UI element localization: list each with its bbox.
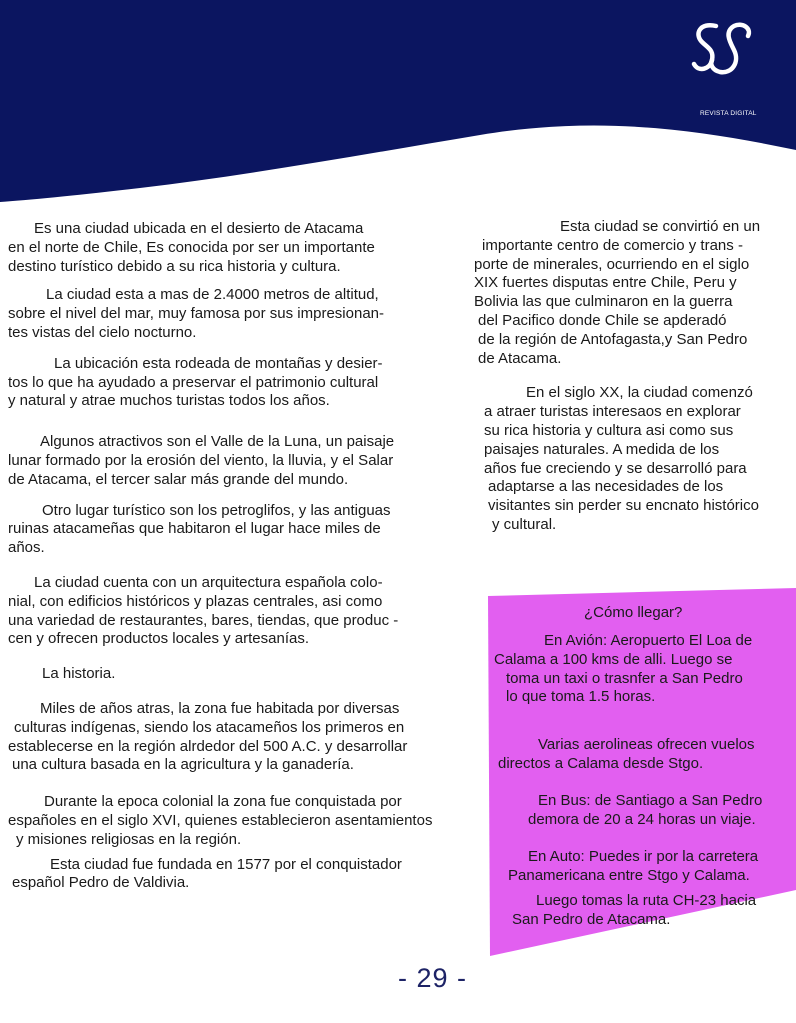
text-line: en el norte de Chile, Es conocida por ser un importante bbox=[8, 238, 375, 256]
text-line: Luego tomas la ruta CH-23 hacia bbox=[536, 892, 757, 909]
text-line: La historia. bbox=[42, 665, 116, 683]
text-line: destino turístico debido a su rica historia y cultura. bbox=[8, 257, 341, 275]
text-line: Algunos atractivos son el Valle de la Luna, un paisaje bbox=[40, 433, 395, 451]
text-line: paisajes naturales. A medida de los bbox=[484, 440, 720, 458]
page-number: - 29 - bbox=[398, 963, 468, 993]
text-line: tos lo que ha ayudado a preservar el patrimonio cultural bbox=[8, 373, 379, 391]
text-line: Durante la epoca colonial la zona fue conquistada por bbox=[44, 793, 402, 811]
text-line: Esta ciudad se convirtió en un bbox=[560, 218, 761, 235]
sidebar-paragraph-car bbox=[508, 848, 758, 886]
paragraph-petroglyphs bbox=[8, 502, 500, 558]
text-line: lunar formado por la erosión del viento, la lluvia, y el Salar bbox=[8, 451, 394, 469]
text-line: españoles en el siglo XVI, quienes establecieron asentamientos bbox=[8, 811, 433, 829]
paragraph-tourism bbox=[474, 384, 794, 534]
text-line: cen y ofrecen productos locales y artesanías. bbox=[8, 630, 309, 648]
right-column bbox=[474, 218, 794, 549]
text-line: a atraer turistas interesaos en explorar bbox=[484, 403, 741, 421]
text-line: culturas indígenas, siendo los atacameños los primeros en bbox=[14, 718, 405, 736]
text-line: La ubicación esta rodeada de montañas y desier- bbox=[54, 354, 383, 372]
text-line: En Auto: Puedes ir por la carretera bbox=[528, 848, 759, 865]
text-line: tes vistas del cielo nocturno. bbox=[8, 323, 197, 341]
paragraph-attractions bbox=[8, 433, 500, 489]
text-line: su rica historia y cultura asi como sus bbox=[484, 421, 734, 439]
sidebar-paragraph-airlines bbox=[498, 736, 755, 774]
text-line: de Atacama. bbox=[478, 349, 562, 367]
text-line: En Bus: de Santiago a San Pedro bbox=[538, 792, 763, 809]
brand-label: REVISTA DIGITAL bbox=[700, 110, 757, 117]
text-line: Es una ciudad ubicada en el desierto de Atacama bbox=[34, 220, 364, 237]
text-line: y natural y atrae muchos turistas todos los años. bbox=[8, 392, 330, 410]
text-line: y cultural. bbox=[492, 515, 557, 533]
text-line: adaptarse a las necesidades de los bbox=[488, 478, 724, 496]
paragraph-colonial bbox=[8, 793, 500, 849]
how-to-get-there-box bbox=[488, 588, 796, 956]
text-line: La ciudad cuenta con un arquitectura española colo- bbox=[34, 573, 383, 591]
text-line: porte de minerales, ocurriendo en el siglo bbox=[474, 255, 750, 273]
text-line: nial, con edificios históricos y plazas centrales, asi como bbox=[8, 592, 383, 610]
paragraph-intro bbox=[8, 220, 500, 276]
sidebar-title: ¿Cómo llegar? bbox=[584, 604, 683, 621]
text-line: La ciudad esta a mas de 2.4000 metros de altitud, bbox=[46, 286, 379, 304]
paragraph-architecture bbox=[8, 574, 500, 649]
sidebar-paragraph-plane bbox=[494, 632, 752, 707]
text-line: de Atacama, el tercer salar más grande del mundo. bbox=[8, 470, 349, 488]
paragraph-location bbox=[8, 355, 500, 411]
header-wave-shape bbox=[0, 0, 796, 202]
text-line: años fue creciendo y se desarrolló para bbox=[484, 459, 747, 477]
text-line: directos a Calama desde Stgo. bbox=[498, 754, 704, 772]
text-line: Panamericana entre Stgo y Calama. bbox=[508, 866, 750, 884]
text-line: Otro lugar turístico son los petroglifos, y las antiguas bbox=[42, 501, 391, 519]
text-line: San Pedro de Atacama. bbox=[512, 910, 671, 928]
header-wave-band bbox=[0, 0, 796, 205]
text-line: lo que toma 1.5 horas. bbox=[506, 688, 656, 706]
text-line: Varias aerolineas ofrecen vuelos bbox=[538, 736, 755, 753]
text-line: visitantes sin perder su encnato histórico bbox=[488, 497, 759, 515]
text-line: sobre el nivel del mar, muy famosa por sus impresionan- bbox=[8, 305, 384, 323]
text-line: establecerse en la región alrdedor del 500 A.C. y desarrollar bbox=[8, 737, 408, 755]
text-line: Esta ciudad fue fundada en 1577 por el conquistador bbox=[50, 855, 402, 873]
text-line: demora de 20 a 24 horas un viaje. bbox=[528, 810, 756, 828]
text-line: una cultura basada en la agricultura y la ganadería. bbox=[12, 756, 354, 774]
paragraph-commerce bbox=[474, 218, 794, 368]
section-heading-history bbox=[8, 665, 500, 684]
text-line: En Avión: Aeropuerto El Loa de bbox=[544, 632, 753, 649]
text-line: En el siglo XX, la ciudad comenzó bbox=[526, 384, 753, 402]
paragraph-altitude bbox=[8, 286, 500, 342]
double-s-logo-icon bbox=[690, 20, 756, 80]
text-line: de la región de Antofagasta,y San Pedro bbox=[478, 330, 748, 348]
paragraph-founding bbox=[8, 856, 500, 894]
paragraph-indigenous bbox=[8, 700, 500, 775]
text-line: años. bbox=[8, 539, 45, 557]
text-line: importante centro de comercio y trans - bbox=[482, 236, 743, 254]
sidebar-paragraph-bus bbox=[528, 792, 762, 830]
text-line: y misiones religiosas en la región. bbox=[16, 830, 242, 848]
text-line: Bolivia las que culminaron en la guerra bbox=[474, 293, 733, 311]
left-column bbox=[8, 220, 500, 907]
text-line: toma un taxi o trasnfer a San Pedro bbox=[506, 669, 743, 687]
sidebar-paragraph-route bbox=[512, 892, 756, 930]
text-line: XIX fuertes disputas entre Chile, Peru y bbox=[474, 274, 737, 292]
text-line: Miles de años atras, la zona fue habitada por diversas bbox=[40, 699, 400, 717]
text-line: del Pacifico donde Chile se apderadó bbox=[478, 311, 727, 329]
text-line: Calama a 100 kms de alli. Luego se bbox=[494, 650, 733, 668]
text-line: una variedad de restaurantes, bares, tiendas, que produc - bbox=[8, 611, 399, 629]
text-line: español Pedro de Valdivia. bbox=[12, 874, 190, 892]
text-line: ruinas atacameñas que habitaron el lugar hace miles de bbox=[8, 520, 381, 538]
